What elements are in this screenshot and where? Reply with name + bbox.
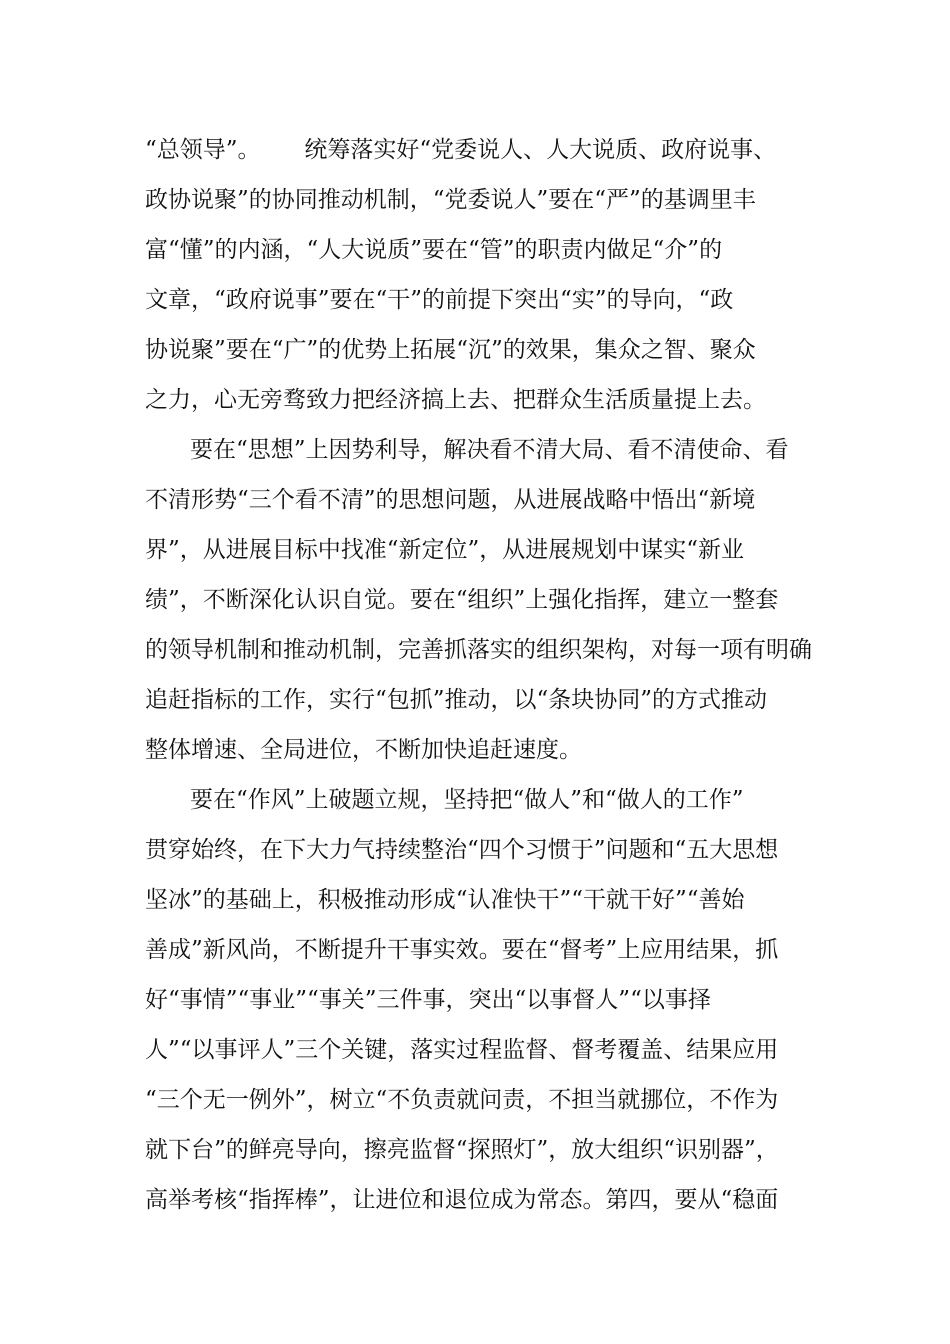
text-line: 善成”新风尚，不断提升干事实效。要在“督考”上应用结果，抓 [145,937,779,963]
text-line: 协说聚”要在“广”的优势上拓展“沉”的效果，集众之智、聚众 [145,337,756,363]
text-line: 追赶指标的工作，实行“包抓”推动，以“条块协同”的方式推动 [145,687,768,713]
text-line: 不清形势“三个看不清”的思想问题，从进展战略中悟出“新境 [145,487,756,513]
text-line: 高举考核“指挥棒”，让进位和退位成为常态。第四，要从“稳面 [145,1187,779,1213]
text-line: “总领导”。 统筹落实好“党委说人、人大说质、政府说事、 [145,137,777,163]
text-line: 的领导机制和推动机制，完善抓落实的组织架构，对每一项有明确 [145,637,812,663]
text-line: 人”“以事评人”三个关键，落实过程监督、督考覆盖、结果应用 [145,1037,779,1063]
paragraph-start-line: 要在“作风”上破题立规，坚持把“做人”和“做人的工作” [190,787,744,813]
text-line: 就下台”的鲜亮导向，擦亮监督“探照灯”，放大组织“识别器”， [145,1137,779,1163]
text-line: “三个无一例外”，树立“不负责就问责，不担当就挪位，不作为 [145,1087,779,1113]
text-line: 界”，从进展目标中找准“新定位”，从进展规划中谋实“新业 [145,537,745,563]
text-line: 富“懂”的内涵，“人大说质”要在“管”的职责内做足“介”的 [145,237,723,263]
text-line: 文章，“政府说事”要在“干”的前提下突出“实”的导向，“政 [145,287,734,313]
text-line: 整体增速、全局进位，不断加快追赶速度。 [145,737,582,763]
paragraph-start-line: 要在“思想”上因势利导，解决看不清大局、看不清使命、看 [190,437,789,463]
text-line: 好“事情”“事业”“事关”三件事，突出“以事督人”“以事择 [145,987,711,1013]
text-line: 政协说聚”的协同推动机制，“党委说人”要在“严”的基调里丰 [145,187,756,213]
text-line: 贯穿始终，在下大力气持续整治“四个习惯于”问题和“五大思想 [145,837,779,863]
text-line: 坚冰”的基础上，积极推动形成“认准快干”“干就干好”“善始 [145,887,745,913]
text-line: 绩”，不断深化认识自觉。要在“组织”上强化指挥，建立一整套 [145,587,779,613]
text-line: 之力，心无旁骛致力把经济搞上去、把群众生活质量提上去。 [145,387,766,413]
